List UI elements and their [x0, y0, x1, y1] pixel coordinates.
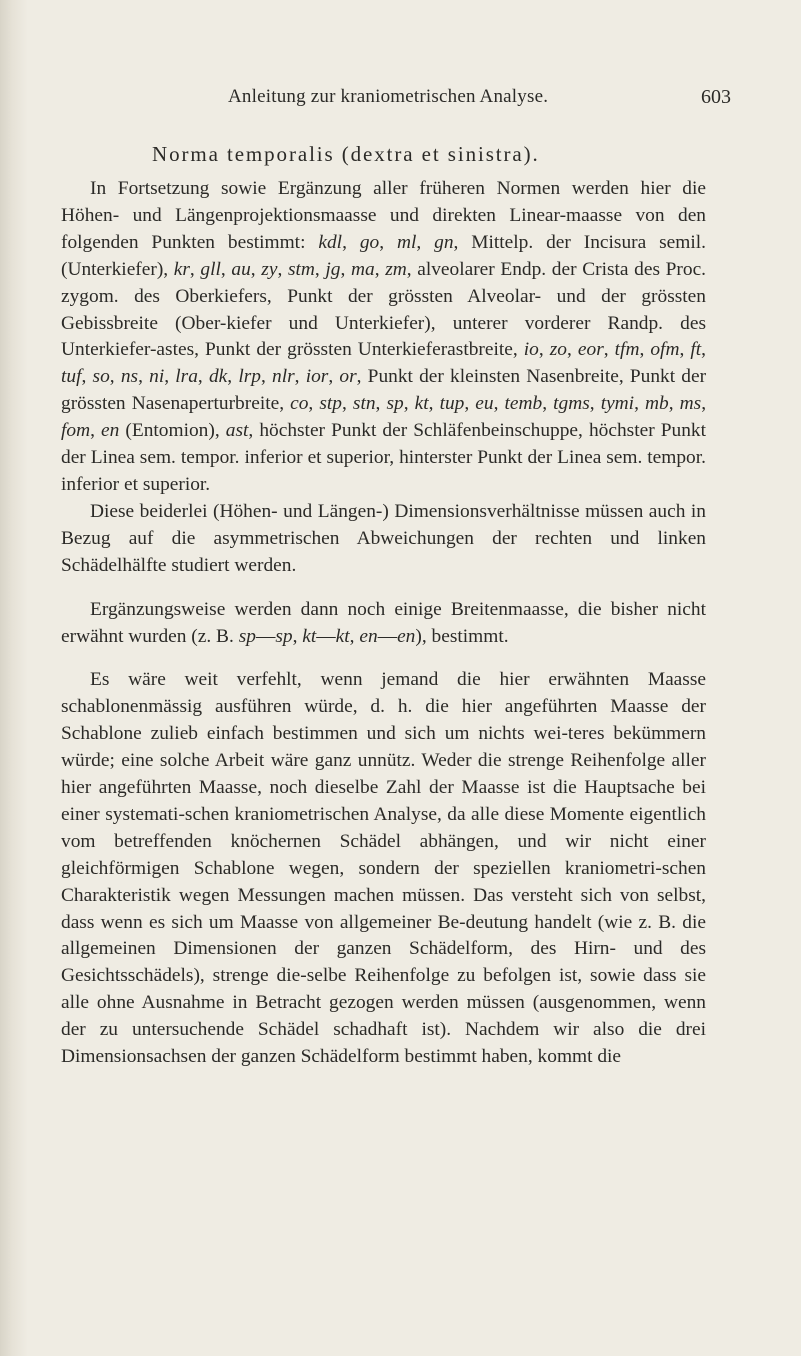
point-abbreviation: kr	[173, 258, 190, 280]
text-run: (Entomion),	[119, 420, 226, 442]
point-abbreviation: en	[397, 625, 416, 647]
text-run: ,	[634, 393, 645, 415]
point-abbreviation: jg	[325, 258, 341, 280]
point-abbreviation: en	[359, 625, 378, 647]
point-abbreviation: sp	[238, 625, 256, 647]
text-run: ,	[260, 366, 272, 388]
text-run: Ergänzungsweise werden dann noch einige Breitenmaasse, die bisher nicht erwähnt wurden (z. B.	[61, 598, 706, 647]
point-abbreviation: stm	[287, 258, 315, 280]
text-run: ,	[603, 339, 615, 361]
text-run: ,	[220, 258, 232, 280]
point-abbreviation: en	[101, 420, 120, 442]
page-header	[0, 86, 801, 116]
point-abbreviation: stp	[319, 393, 342, 415]
text-run: ,	[250, 258, 262, 280]
text-run: ,	[567, 339, 578, 361]
point-abbreviation: zm	[385, 258, 407, 280]
text-run: ,	[342, 231, 360, 253]
point-abbreviation: sp	[275, 625, 293, 647]
text-run: ,	[90, 420, 102, 442]
text-run: ,	[538, 339, 550, 361]
point-abbreviation: au	[231, 258, 251, 280]
point-abbreviation: ms	[679, 393, 702, 415]
text-run: ,	[138, 366, 150, 388]
point-abbreviation: zy	[261, 258, 278, 280]
text-run: —	[255, 625, 276, 647]
text-run: ,	[679, 339, 691, 361]
text-run: ,	[308, 393, 320, 415]
text-run: ,	[374, 258, 386, 280]
point-abbreviation: ior	[305, 366, 329, 388]
text-run: ,	[314, 258, 326, 280]
point-abbreviation: tymi	[600, 393, 635, 415]
page-edge-shadow	[0, 0, 28, 1356]
point-abbreviation: gn	[434, 231, 454, 253]
text-run: ,	[416, 231, 435, 253]
point-abbreviation: ni	[149, 366, 165, 388]
paragraph-2	[61, 499, 706, 580]
point-abbreviation: mb	[645, 393, 669, 415]
text-run: ,	[701, 339, 706, 361]
text-run: ,	[349, 625, 360, 647]
paragraph-4	[61, 667, 706, 1071]
text-run: ,	[428, 393, 440, 415]
paragraph-3	[61, 597, 706, 651]
text-run: , höchster Punkt der Schläfenbeinschuppe, höchster Punkt der Linea sem. tempor. inferior et superior, hinterster Punkt der Linea sem. tempor. inferior et superior.	[61, 420, 706, 495]
text-run: ,	[639, 339, 651, 361]
text-run: —	[316, 625, 336, 647]
point-abbreviation: tgms	[553, 393, 590, 415]
point-abbreviation: tup	[439, 393, 465, 415]
text-run: ,	[668, 393, 680, 415]
text-run: ,	[277, 258, 288, 280]
point-abbreviation: kt	[302, 625, 317, 647]
text-run: ,	[189, 258, 201, 280]
point-abbreviation: kt	[414, 393, 429, 415]
text-run: ,	[294, 366, 306, 388]
text-run: ,	[379, 231, 397, 253]
text-run: ,	[164, 366, 176, 388]
text-run: ,	[81, 366, 93, 388]
point-abbreviation: gll	[200, 258, 221, 280]
point-abbreviation: io	[523, 339, 539, 361]
text-run: ,	[341, 393, 353, 415]
point-abbreviation: zo	[549, 339, 567, 361]
text-run: Es wäre weit verfehlt, wenn jemand die hier erwähnten Maasse schablonenmässig ausführen würde, d. h. die hier angeführten Maasse der Schablone zulieb einfach bestimmen und sich um nichts wei-teres bekümmern würde; eine solche Arbeit wäre ganz unnütz. Weder die strenge Reihenfolge aller hier angeführten Maasse, noch dieselbe Zahl der Maasse ist die Hauptsache bei einer systemati-schen kraniometrischen Analyse, da alle diese Momente eigentlich vom betreffenden knöchernen Schädel abhängen, und wir nicht einer gleichförmigen Schablone wegen, sondern der speziellen kraniometri-schen Charakteristik wegen Messungen machen müssen. Das versteht sich von selbst, dass wenn es sich um Maasse von allgemeiner Be-deutung handelt (wie z. B. die allgemeinen Dimensionen der ganzen Schädelform, des Hirn- und des Gesichtsschädels), strenge die-selbe Reihenfolge zu befolgen ist, sowie dass sie alle ohne Ausnahme in Betracht gezogen werden müssen (ausgenommen, wenn der zu untersuchende Schädel schadhaft ist). Nachdem wir also die drei Dimensionsachsen der ganzen Schädelform bestimmt haben, kommt die	[61, 669, 706, 1068]
text-run: ,	[375, 393, 387, 415]
text-run: ,	[328, 366, 340, 388]
text-run: —	[377, 625, 398, 647]
point-abbreviation: fom	[61, 420, 91, 442]
text-run: ,	[340, 258, 351, 280]
text-run: ), bestimmt.	[415, 625, 509, 647]
point-abbreviation: stn	[352, 393, 376, 415]
text-run: ,	[109, 366, 121, 388]
text-run: , Mittelp. der Incisura semil. (Unterkiefer),	[61, 231, 706, 280]
point-abbreviation: ofm	[650, 339, 680, 361]
text-run: ,	[701, 393, 707, 415]
point-abbreviation: ma	[350, 258, 375, 280]
point-abbreviation: nlr	[272, 366, 295, 388]
body-text	[61, 176, 706, 1071]
paragraph-1	[61, 176, 706, 499]
text-run: ,	[227, 366, 239, 388]
point-abbreviation: or	[339, 366, 357, 388]
text-run: , Punkt der kleinsten Nasenbreite, Punkt der grössten Nasenaperturbreite,	[61, 366, 707, 415]
point-abbreviation: ns	[120, 366, 139, 388]
text-run: Diese beiderlei (Höhen- und Längen-) Dimensionsverhältnisse müssen auch in Bezug auf die asymmetrischen Abweichungen der rechten und linken Schädelhälfte studiert werden.	[61, 500, 706, 576]
point-abbreviation: lra	[175, 366, 198, 388]
text-run: ,	[542, 393, 554, 415]
point-abbreviation: eor	[577, 339, 604, 361]
page-number: 603	[701, 86, 731, 108]
section-title: Norma temporalis (dextra et sinistra).	[152, 142, 540, 166]
point-abbreviation: so	[92, 366, 110, 388]
text-run: ,	[403, 393, 415, 415]
point-abbreviation: eu	[475, 393, 494, 415]
point-abbreviation: co	[290, 393, 309, 415]
running-head: Anleitung zur kraniometrischen Analyse.	[228, 86, 549, 107]
point-abbreviation: temb	[504, 393, 543, 415]
text-run: ,	[464, 393, 476, 415]
point-abbreviation: ml	[396, 231, 417, 253]
text-run: ,	[493, 393, 505, 415]
point-abbreviation: dk	[208, 366, 228, 388]
text-run: ,	[197, 366, 209, 388]
point-abbreviation: kdl	[318, 231, 343, 253]
point-abbreviation: ft	[690, 339, 702, 361]
text-run: ,	[292, 625, 303, 647]
point-abbreviation: ast	[225, 420, 249, 442]
text-run: ,	[589, 393, 601, 415]
point-abbreviation: kt	[335, 625, 350, 647]
text-run: In Fortsetzung sowie Ergänzung aller früheren Normen werden hier die Höhen- und Längenprojektionsmaasse und direkten Linear-maasse von den folgenden Punkten bestimmt:	[61, 178, 706, 253]
point-abbreviation: tfm	[614, 339, 640, 361]
point-abbreviation: tuf	[61, 366, 82, 388]
point-abbreviation: lrp	[238, 366, 261, 388]
point-abbreviation: go	[359, 231, 380, 253]
point-abbreviation: sp	[386, 393, 404, 415]
text-run: , alveolarer Endp. der Crista des Proc. zygom. des Oberkiefers, Punkt der grössten Alveolar- und der grössten Gebissbreite (Ober-kiefer und Unterkiefer), unterer vorderer Randp. des Unterkiefer-astes, Punkt der grössten Unterkieferastbreite,	[61, 258, 707, 361]
